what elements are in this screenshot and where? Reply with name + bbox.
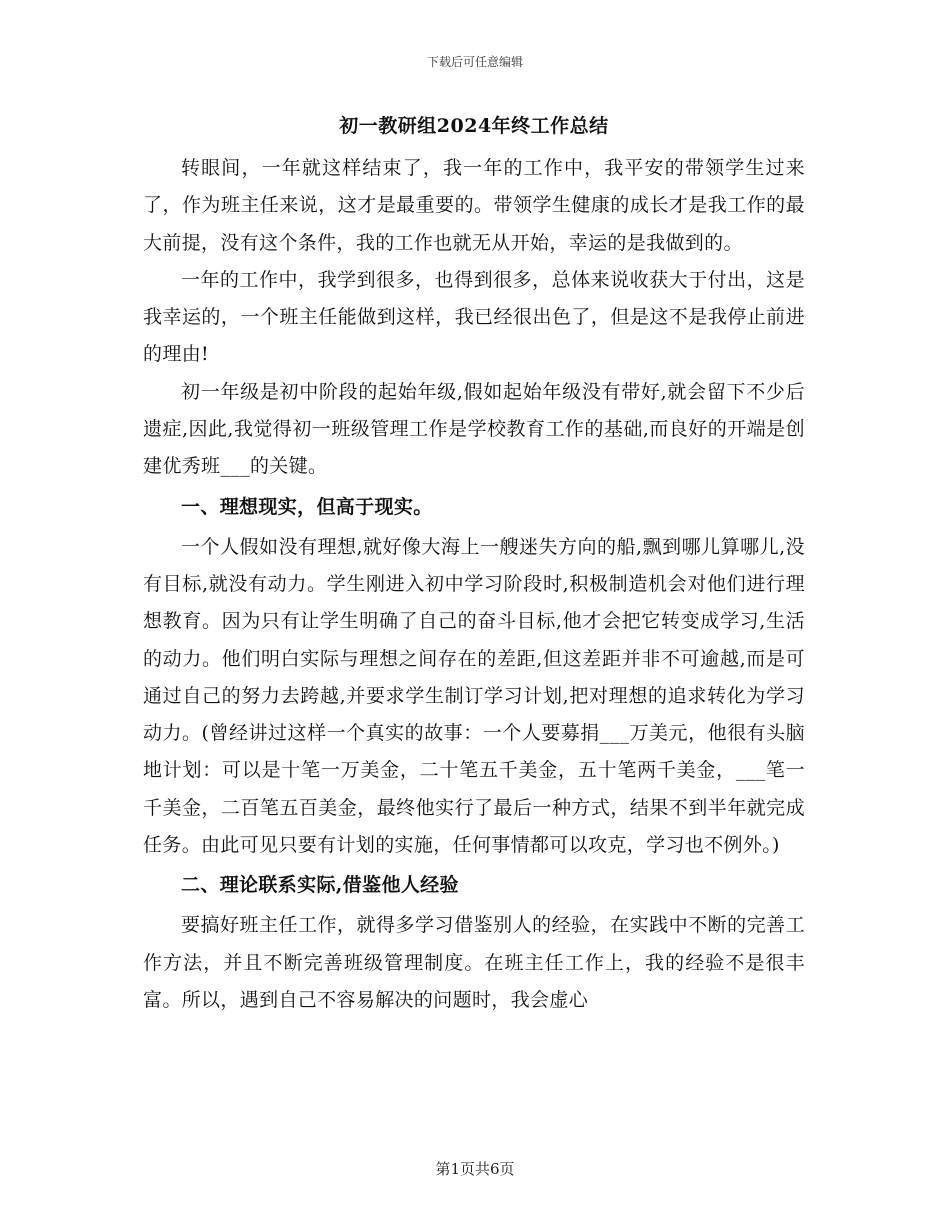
document-title: 初一教研组2024年终工作总结 — [339, 115, 609, 137]
paragraph-intro-3: 初一年级是初中阶段的起始年级,假如起始年级没有带好,就会留下不少后遗症,因此,我觉得初一班级管理工作是学校教育工作的基础,而良好的开端是创建优秀班___的关键。 — [143, 380, 805, 478]
section-1-paragraph: 一个人假如没有理想,就好像大海上一艘迷失方向的船,飘到哪儿算哪儿,没有目标,就没有动力。学生刚进入初中学习阶段时,积极制造机会对他们进行理想教育。因为只有让学生明确了自己的奋斗目标,他才会把它转变成学习,生活的动力。他们明白实际与理想之间存在的差距,但这差距并非不可逾越,而是可通过自己的努力去跨越,并要求学生制订学习计划,把对理想的追求转化为学习动力。(曾经讲过这样一个真实的故事：一个人要募捐___万美元，他很有头脑地计划：可以是十笔一万美金，二十笔五千美金，五十笔两千美金，___笔一千美金，二百笔五百美金，最终他实行了最后一种方式，结果不到半年就完成任务。由此可见只要有计划的实施，任何事情都可以攻克，学习也不例外。) — [143, 535, 805, 857]
paragraph-intro-1: 转眼间，一年就这样结束了，我一年的工作中，我平安的带领学生过来了，作为班主任来说，这才是最重要的。带领学生健康的成长才是我工作的最大前提，没有这个条件，我的工作也就无从开始，幸运的是我做到的。 — [143, 157, 805, 254]
paragraph-intro-2: 一年的工作中，我学到很多，也得到很多，总体来说收获大于付出，这是我幸运的，一个班主任能做到这样，我已经很出色了，但是这不是我停止前进的理由! — [143, 268, 805, 366]
section-heading-1: 一、理想现实，但高于现实。 — [181, 495, 433, 518]
section-heading-2: 二、理论联系实际,借鉴他人经验 — [181, 874, 459, 897]
document-body — [143, 108, 805, 1019]
header-note: 下载后可任意编辑 — [426, 55, 523, 69]
section-2-paragraph: 要搞好班主任工作，就得多学习借鉴别人的经验，在实践中不断的完善工作方法，并且不断完善班级管理制度。在班主任工作上，我的经验不是很丰富。所以，遇到自己不容易解决的问题时，我会虚心 — [143, 914, 805, 1011]
page-footer: 第1页共6页 — [435, 1160, 515, 1178]
